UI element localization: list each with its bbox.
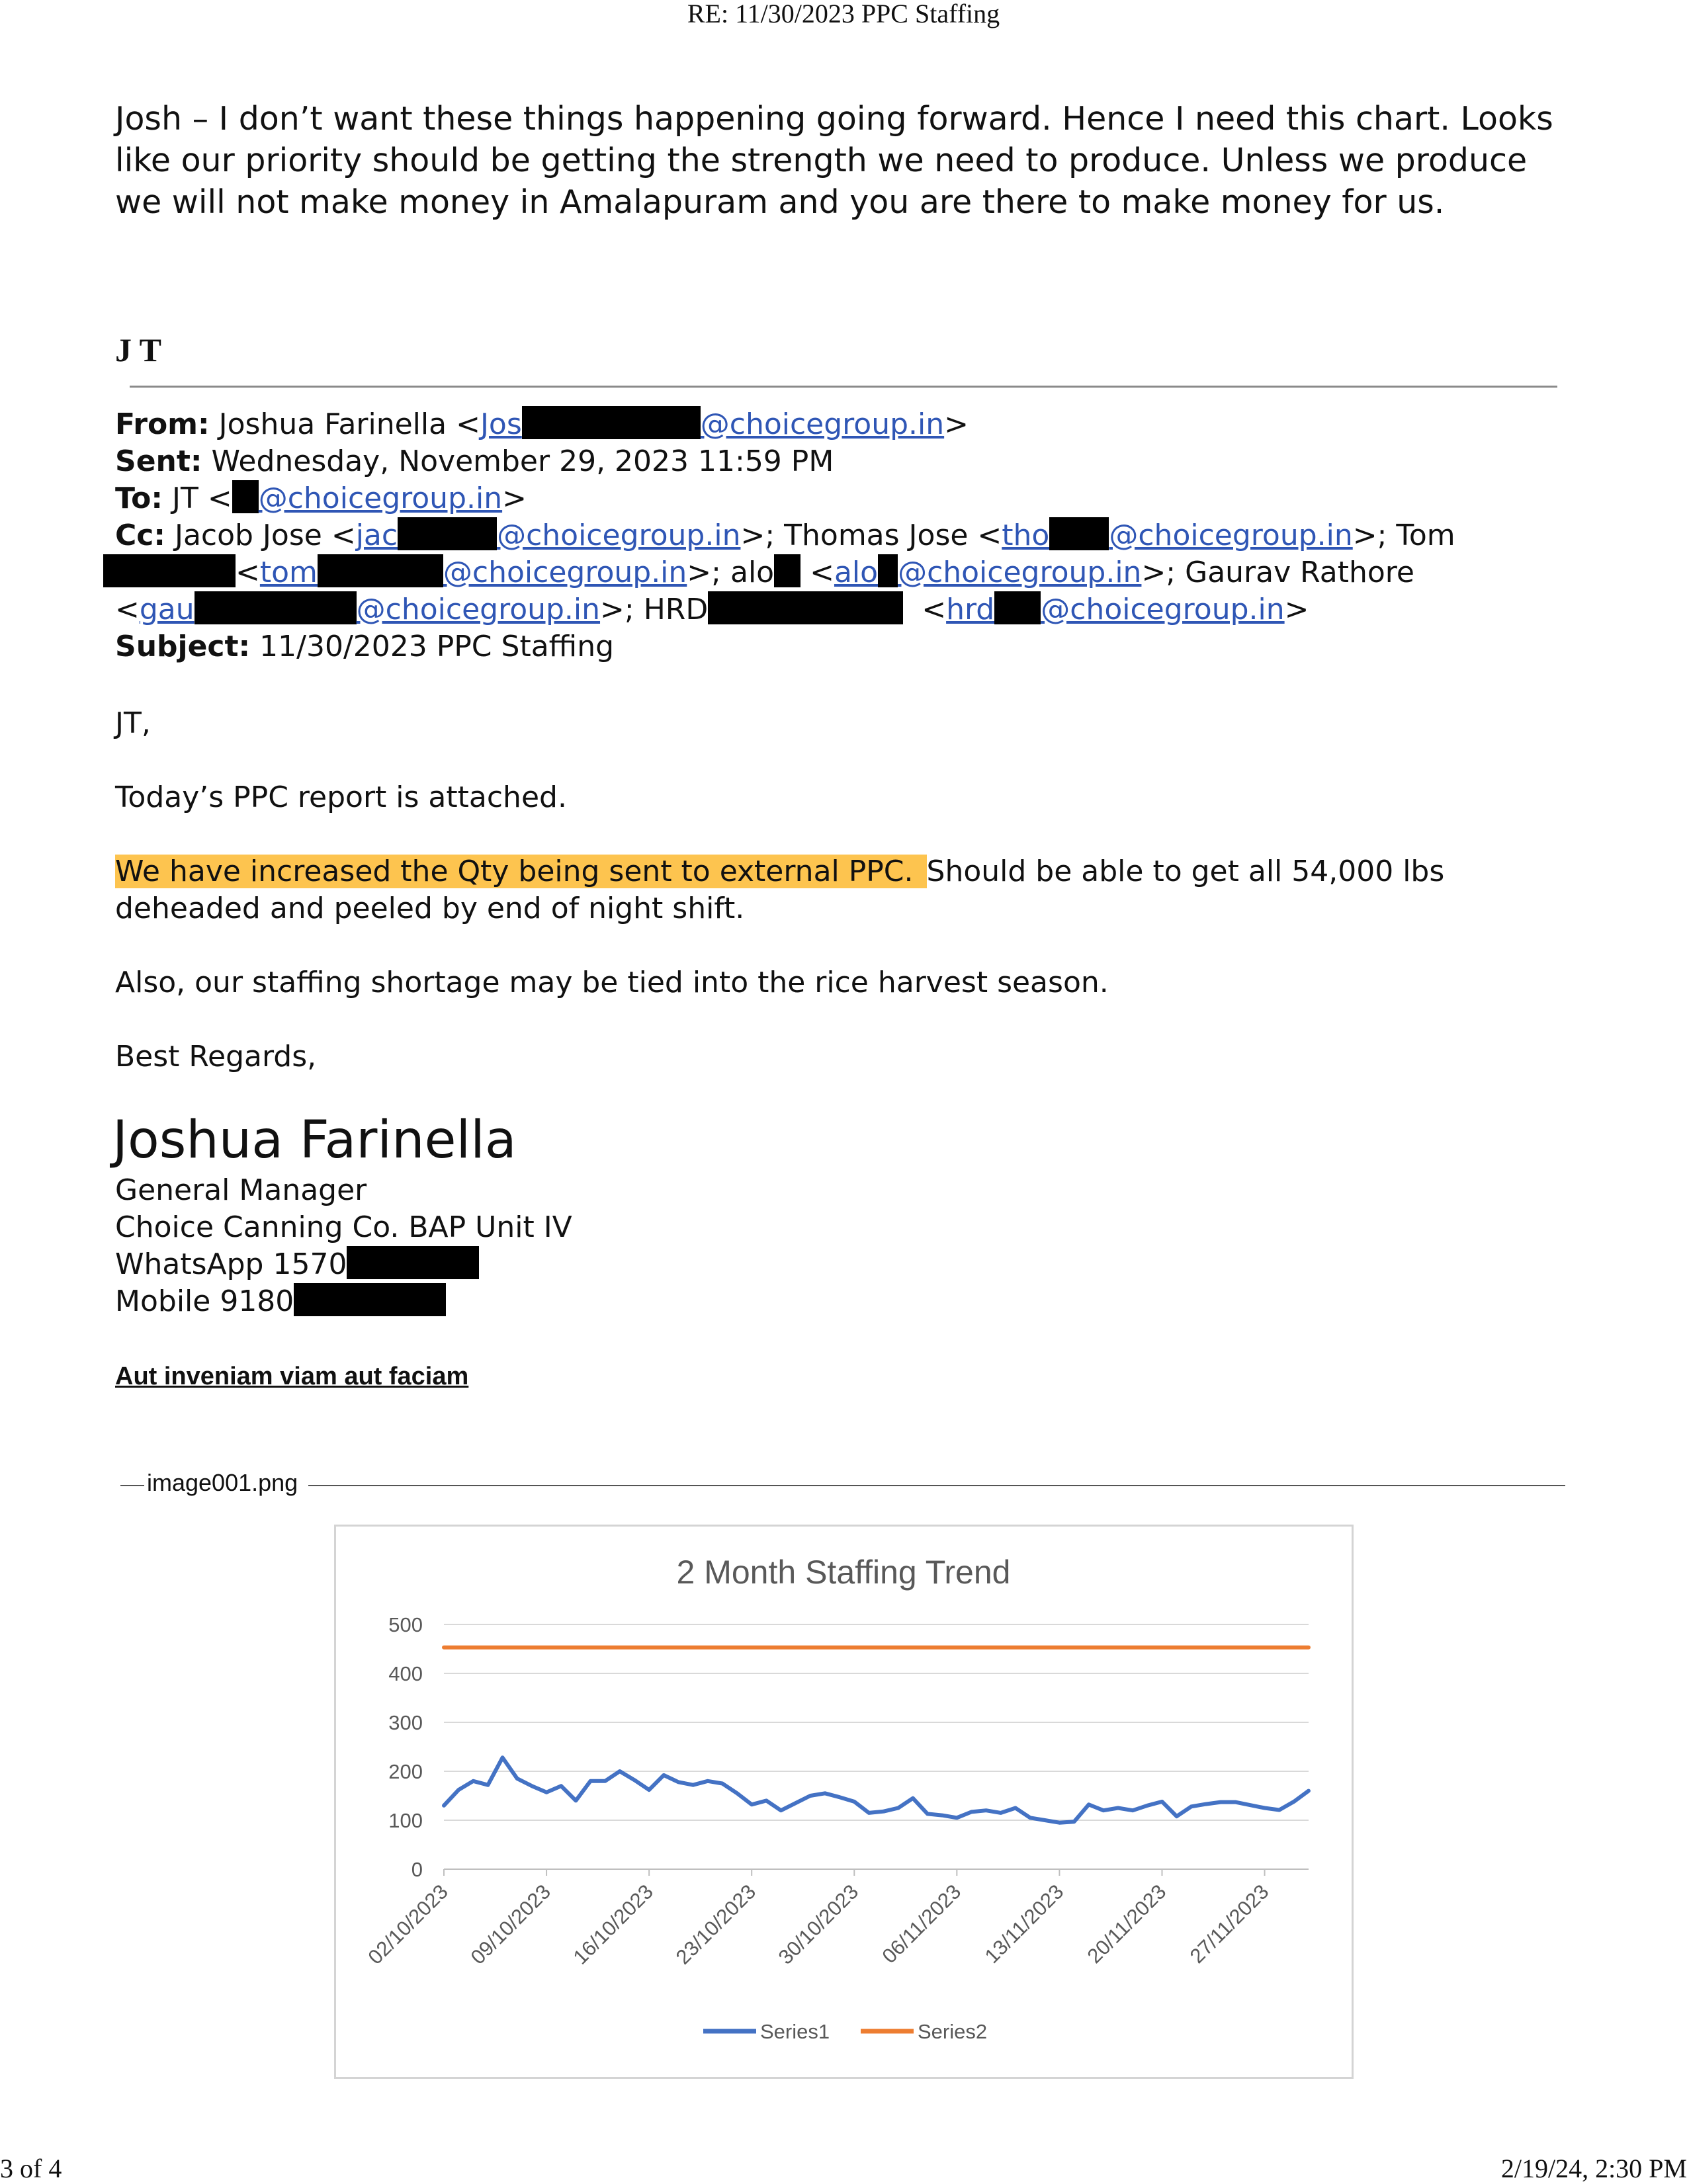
cc-email-domain[interactable]: @choicegroup.in: [443, 556, 687, 589]
cc-name: >; Gaurav Rathore: [1141, 556, 1414, 589]
attachment-divider: [120, 1485, 144, 1486]
redaction-box: [522, 406, 701, 439]
cc-email-domain[interactable]: @choicegroup.in: [497, 519, 741, 552]
highlighted-text: We have increased the Qty being sent to external PPC.: [115, 855, 927, 888]
greeting: JT,: [115, 706, 151, 740]
sent-label: Sent:: [115, 444, 202, 478]
attachment-divider: [308, 1485, 1565, 1486]
redaction-box: [195, 591, 357, 624]
cc-name: >; HRD: [600, 593, 709, 626]
paragraph: Today’s PPC report is attached.: [115, 780, 567, 814]
page-number: 3 of 4: [0, 2154, 62, 2183]
cc-name: >; Tom: [1352, 519, 1455, 552]
paragraph-rest: deheaded and peeled by end of night shift.: [115, 892, 745, 925]
signature-motto: Aut inveniam viam aut faciam: [115, 1363, 469, 1390]
header-divider: [130, 386, 1557, 388]
cc-name: >; Thomas Jose <: [740, 519, 1002, 552]
paragraph-rest: Should be able to get all 54,000 lbs: [926, 855, 1445, 888]
print-datetime: 2/19/24, 2:30 PM: [1500, 2154, 1687, 2183]
cc-row-3: <gau @choicegroup.in>; HRD <hrd @choicegroup.in>: [115, 593, 1309, 626]
signature-name: Joshua Farinella: [112, 1111, 517, 1170]
cc-email-start[interactable]: tho: [1002, 519, 1050, 552]
redaction-box: [103, 554, 236, 587]
series-line-1: [444, 1757, 1309, 1822]
redaction-box: [347, 1246, 479, 1279]
cc-name: Jacob Jose <: [174, 519, 356, 552]
y-tick-label: 100: [388, 1809, 423, 1832]
subject-label: Subject:: [115, 630, 251, 663]
y-tick-label: 300: [388, 1711, 423, 1734]
sent-row: [115, 443, 1597, 480]
cc-email-start[interactable]: hrd: [946, 593, 995, 626]
from-email-start[interactable]: Jos: [480, 407, 522, 441]
y-tick-label: 500: [388, 1613, 423, 1636]
y-tick-label: 0: [411, 1858, 423, 1881]
paragraph-highlighted: [115, 853, 1444, 927]
cc-row-1: [115, 517, 1597, 554]
signature-block: [115, 1172, 572, 1320]
cc-name: >; alo: [687, 556, 775, 589]
reply-line: we will not make money in Amalapuram and you are there to make money for us.: [115, 183, 1445, 221]
x-tick-label: 27/11/2023: [1185, 1880, 1274, 1968]
sent-value: Wednesday, November 29, 2023 11:59 PM: [211, 444, 834, 478]
legend-label-1: Series1: [760, 2020, 830, 2043]
from-row: From: Joshua Farinella <Jos @choicegroup.in>: [115, 407, 969, 441]
signature-whatsapp: WhatsApp 1570: [115, 1246, 572, 1283]
redaction-box: [774, 554, 800, 587]
x-tick-label: 13/11/2023: [980, 1880, 1068, 1968]
to-email-domain[interactable]: @choicegroup.in: [258, 482, 503, 515]
cc-email-start[interactable]: tom: [259, 556, 318, 589]
cc-label: Cc:: [115, 519, 165, 552]
reply-line: like our priority should be getting the strength we need to produce. Unless we produce: [115, 142, 1528, 179]
cc-email-domain[interactable]: @choicegroup.in: [356, 593, 601, 626]
chart-svg: [336, 1527, 1352, 2077]
to-label: To:: [115, 482, 163, 515]
redaction-box: [232, 480, 259, 513]
y-tick-label: 400: [388, 1662, 423, 1685]
document-header: RE: 11/30/2023 PPC Staffing: [687, 0, 1000, 28]
redaction-box: [318, 554, 443, 587]
signature-title: General Manager: [115, 1173, 367, 1207]
subject-row: [115, 628, 1597, 665]
x-tick-label: 06/11/2023: [877, 1880, 966, 1968]
cc-email-start[interactable]: gau: [139, 593, 195, 626]
to-name: JT <: [172, 482, 232, 515]
redaction-box: [708, 591, 903, 624]
cc-email-start[interactable]: alo: [834, 556, 879, 589]
cc-row-2: <tom @choicegroup.in>; alo <alo @choicegroup.in>; Gaurav Rathore: [103, 554, 1597, 591]
y-tick-label: 200: [388, 1760, 423, 1783]
closing: Best Regards,: [115, 1040, 317, 1073]
cc-email-start[interactable]: jac: [355, 519, 398, 552]
x-tick-label: 23/10/2023: [671, 1880, 761, 1969]
redaction-box: [1049, 517, 1109, 550]
cc-email-domain[interactable]: @choicegroup.in: [1109, 519, 1353, 552]
redaction-box: [994, 591, 1041, 624]
x-tick-label: 02/10/2023: [363, 1880, 453, 1969]
signature-company: Choice Canning Co. BAP Unit IV: [115, 1210, 572, 1244]
staffing-chart: [334, 1525, 1354, 2079]
from-email-domain[interactable]: @choicegroup.in: [700, 407, 945, 441]
reply-line: Josh – I don’t want these things happening going forward. Hence I need this chart. Looks: [115, 100, 1553, 138]
reply-signature: J T: [115, 331, 161, 368]
redaction-box: [398, 517, 497, 550]
original-message-header: [115, 406, 1597, 665]
to-row: To: JT < @choicegroup.in>: [115, 482, 527, 515]
from-name: Joshua Farinella <: [218, 407, 480, 441]
x-tick-label: 09/10/2023: [466, 1880, 556, 1969]
attachment-filename[interactable]: image001.png: [147, 1469, 298, 1496]
redaction-box: [294, 1283, 446, 1316]
x-tick-label: 16/10/2023: [568, 1880, 658, 1969]
cc-email-domain[interactable]: @choicegroup.in: [898, 556, 1142, 589]
redaction-box: [878, 554, 898, 587]
x-tick-label: 30/10/2023: [773, 1880, 863, 1969]
paragraph: Also, our staffing shortage may be tied into the rice harvest season.: [115, 966, 1109, 999]
cc-email-domain[interactable]: @choicegroup.in: [1041, 593, 1285, 626]
signature-mobile: Mobile 9180: [115, 1283, 572, 1320]
legend-label-2: Series2: [918, 2020, 988, 2043]
x-tick-label: 20/11/2023: [1082, 1880, 1171, 1968]
subject-value: 11/30/2023 PPC Staffing: [259, 630, 615, 663]
from-label: From:: [115, 407, 210, 441]
chart-title: 2 Month Staffing Trend: [676, 1554, 1011, 1591]
reply-body: [115, 98, 1610, 223]
